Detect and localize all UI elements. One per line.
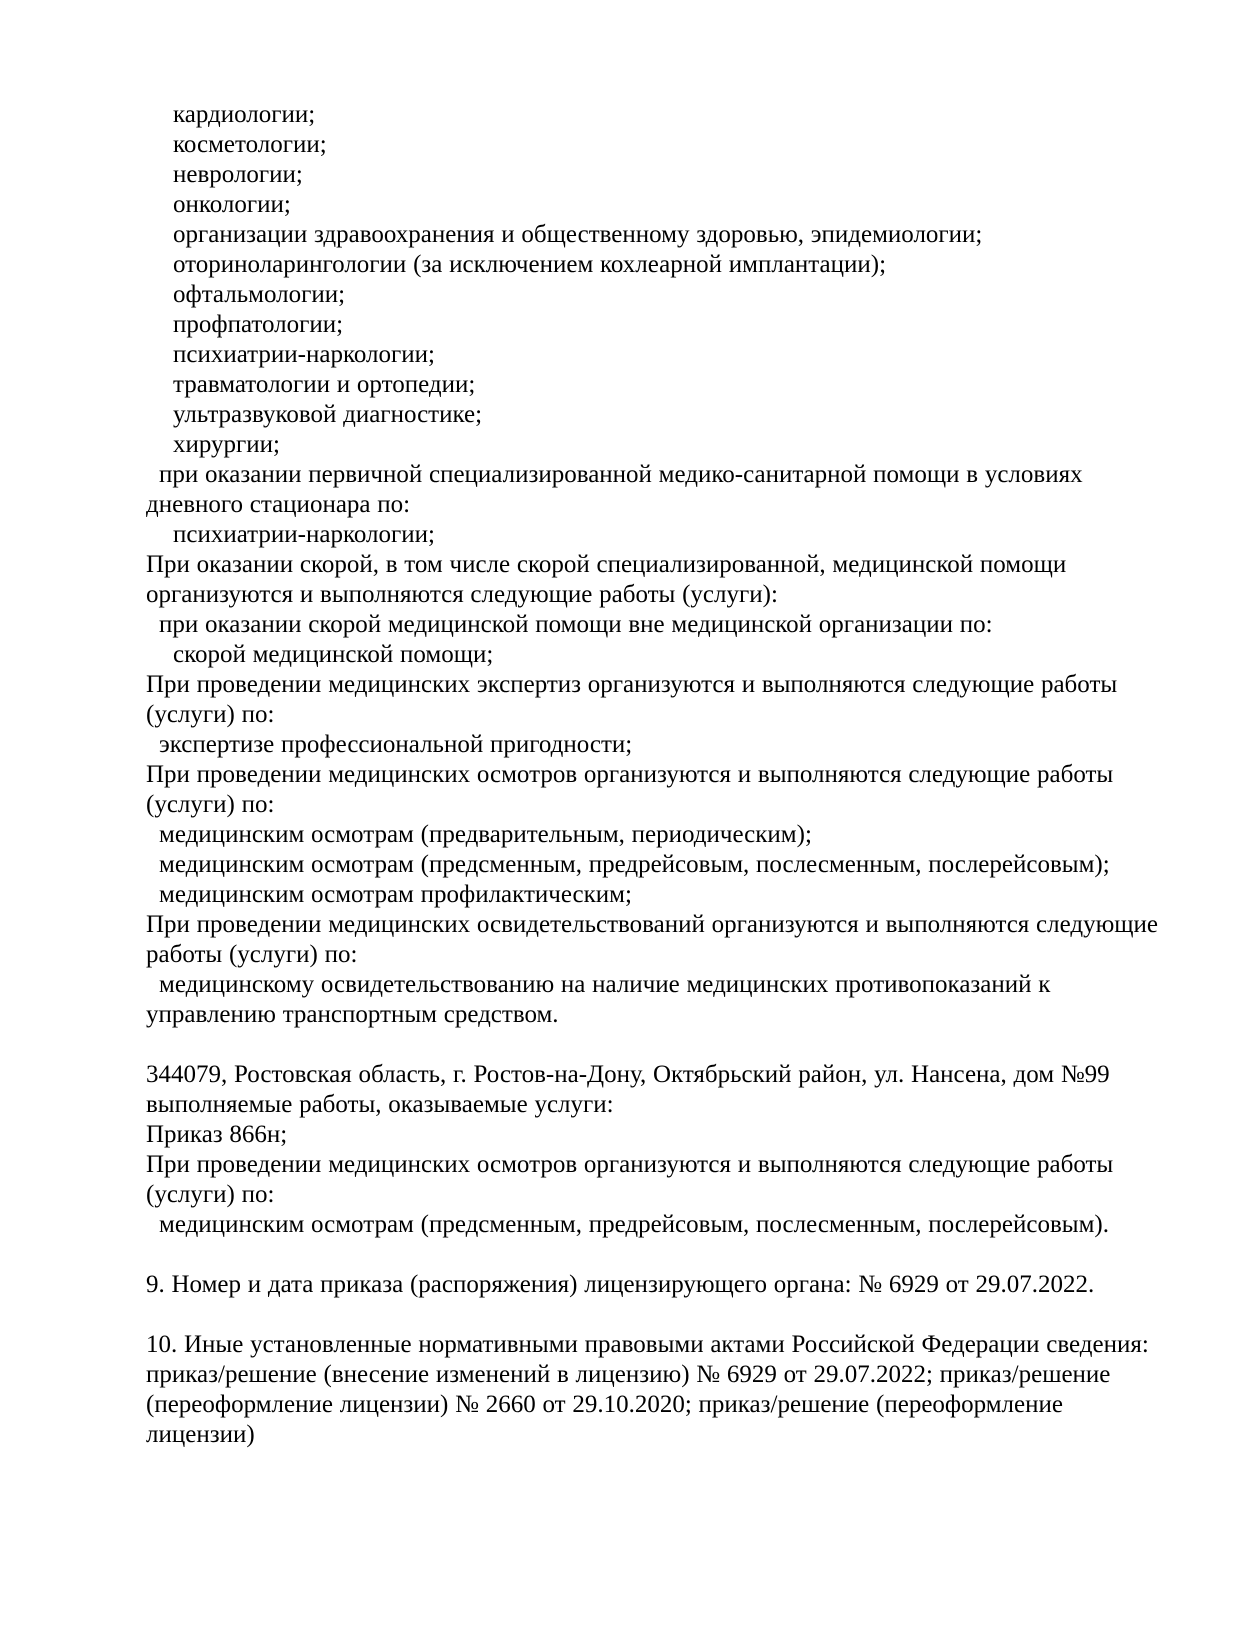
item-exams-preventive: медицинским осмотрам профилактическим; bbox=[159, 881, 632, 908]
section-medical-expertise: При проведении медицинских экспертиз организуются и выполняются следующие работы (услуги) по: bbox=[146, 671, 1118, 728]
specialty-item-cosmetology: косметологии; bbox=[173, 131, 327, 158]
item-driving-certification: медицинскому освидетельствованию на наличие медицинских противопоказаний к управлению транспортным средством. bbox=[146, 971, 1051, 1028]
section-medical-certification: При проведении медицинских освидетельствований организуются и выполняются следующие работы (услуги) по: bbox=[146, 911, 1159, 968]
item-exams-preshift-pretrip: медицинским осмотрам (предсменным, предрейсовым, послесменным, послерейсовым); bbox=[159, 851, 1110, 878]
condition-day-hospital: при оказании первичной специализированной медико-санитарной помощи в условиях дневного стационара по: bbox=[146, 461, 1083, 518]
specialty-item-emergency-care: скорой медицинской помощи; bbox=[173, 641, 494, 668]
blank-line bbox=[146, 1300, 1170, 1330]
section-medical-examinations: При проведении медицинских осмотров организуются и выполняются следующие работы (услуги) по: bbox=[146, 761, 1114, 818]
specialty-item-occupational: профпатологии; bbox=[173, 311, 344, 338]
item-exams-preliminary-periodic: медицинским осмотрам (предварительным, периодическим); bbox=[159, 821, 812, 848]
specialty-item-psychiatry-narcology-2: психиатрии-наркологии; bbox=[173, 521, 435, 548]
blank-line bbox=[146, 1030, 1170, 1060]
blank-line bbox=[146, 1240, 1170, 1270]
works-services-label: выполняемые работы, оказываемые услуги: bbox=[146, 1091, 614, 1118]
item-professional-fitness-expertise: экспертизе профессиональной пригодности; bbox=[159, 731, 633, 758]
address-line: 344079, Ростовская область, г. Ростов-на-Дону, Октябрьский район, ул. Нансена, дом №99 bbox=[146, 1061, 1110, 1088]
section-emergency-care: При оказании скорой, в том числе скорой специализированной, медицинской помощи организуются и выполняются следующие работы (услуги): bbox=[146, 551, 1067, 608]
specialty-item-cardiology: кардиологии; bbox=[173, 101, 316, 128]
condition-emergency-outside: при оказании скорой медицинской помощи вне медицинской организации по: bbox=[159, 611, 993, 638]
specialty-item-traumatology: травматологии и ортопедии; bbox=[173, 371, 476, 398]
order-866n: Приказ 866н; bbox=[146, 1121, 288, 1148]
specialty-item-ultrasound: ультразвуковой диагностике; bbox=[173, 401, 483, 428]
section-10-other-info: 10. Иные установленные нормативными правовыми актами Российской Федерации сведения: приказ/решение (внесение изменений в лицензию) № 6929 от 29.07.2022; приказ/решение (переоформление лицензии) № 2660 от 29.10.2020; приказ/решение (переоформление лицензии) bbox=[146, 1331, 1149, 1448]
specialty-item-psychiatry-narcology: психиатрии-наркологии; bbox=[173, 341, 435, 368]
section-medical-examinations-2: При проведении медицинских осмотров организуются и выполняются следующие работы (услуги) по: bbox=[146, 1151, 1114, 1208]
section-9-licensing-order: 9. Номер и дата приказа (распоряжения) лицензирующего органа: № 6929 от 29.07.2022. bbox=[146, 1271, 1095, 1298]
specialty-item-otolaryngology: оториноларингологии (за исключением кохлеарной имплантации); bbox=[173, 251, 887, 278]
specialty-item-oncology: онкологии; bbox=[173, 191, 291, 218]
document-body bbox=[146, 100, 1170, 1450]
specialty-item-surgery: хирургии; bbox=[173, 431, 281, 458]
specialty-item-ophthalmology: офтальмологии; bbox=[173, 281, 346, 308]
specialty-item-neurology: неврологии; bbox=[173, 161, 303, 188]
item-exams-preshift-pretrip-2: медицинским осмотрам (предсменным, предрейсовым, послесменным, послерейсовым). bbox=[159, 1211, 1109, 1238]
specialty-item-healthcare-org: организации здравоохранения и общественному здоровью, эпидемиологии; bbox=[173, 221, 983, 248]
